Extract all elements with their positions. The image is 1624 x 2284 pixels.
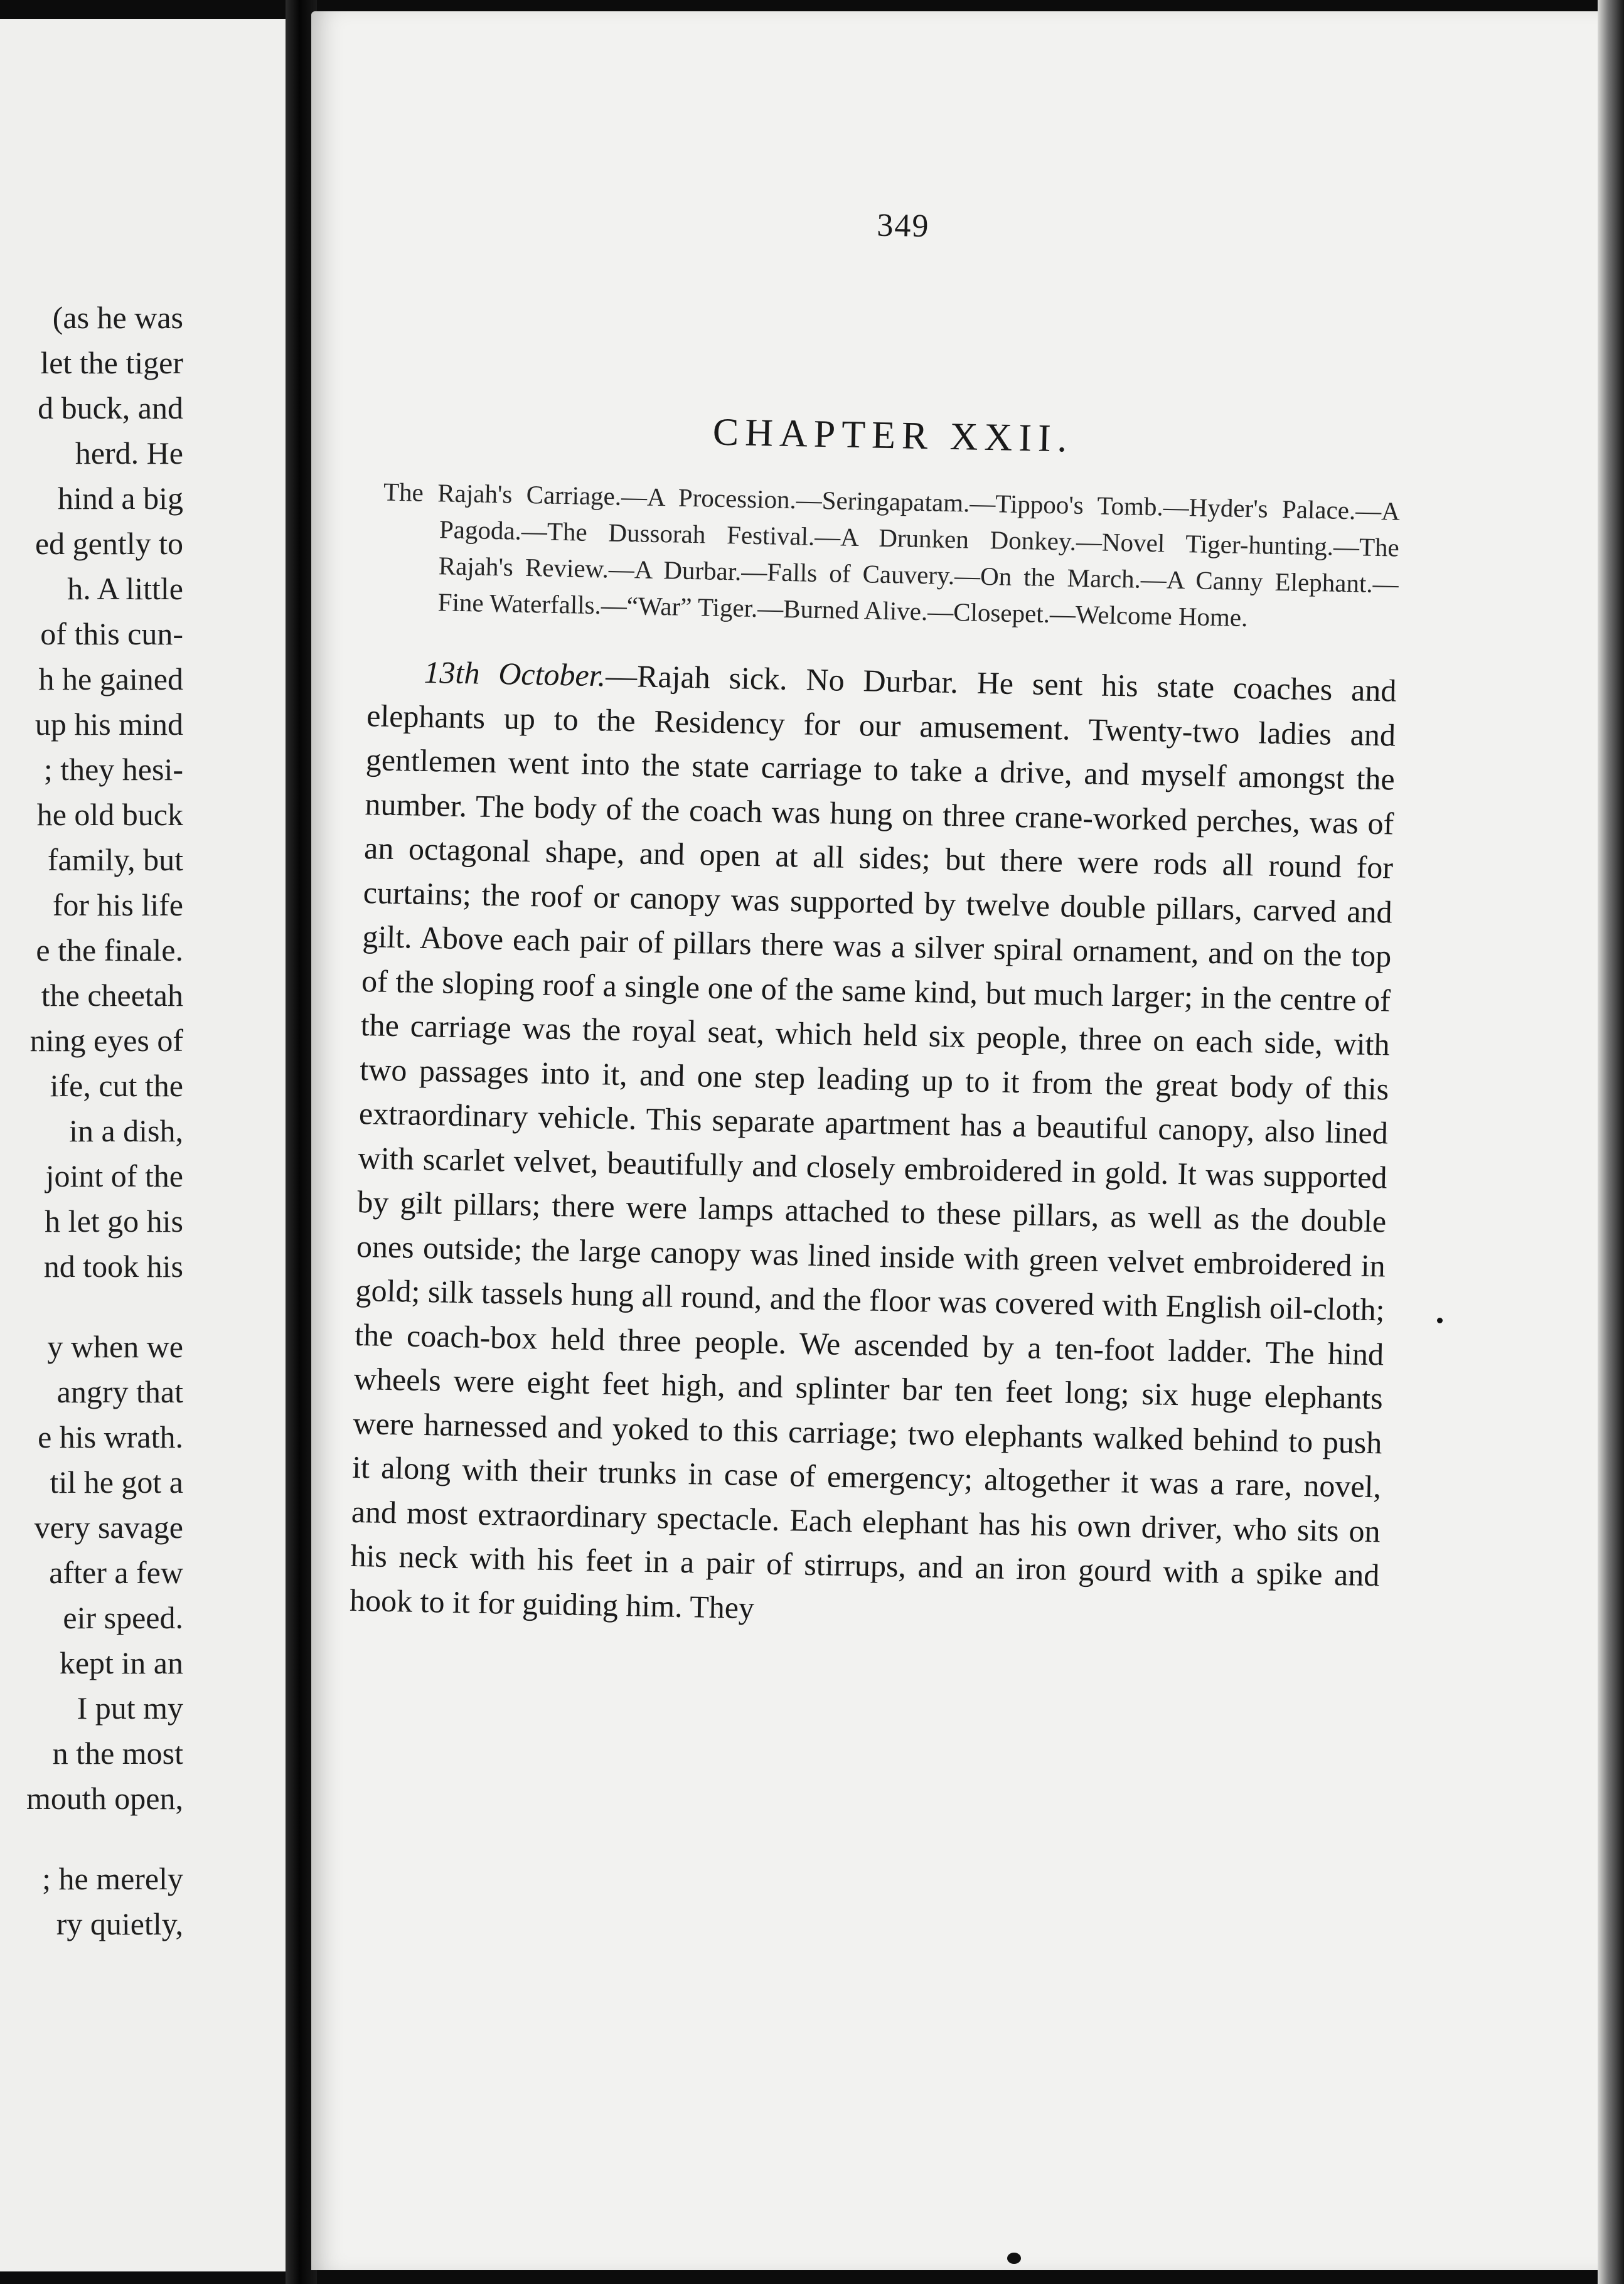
left-page-line: he old buck [36, 797, 183, 832]
date-heading: 13th October. [424, 654, 606, 693]
left-page-line: family, but [47, 842, 183, 877]
left-page-line: h he gained [38, 661, 183, 696]
left-page-line: herd. He [75, 435, 183, 471]
left-page-line: very savage [34, 1510, 183, 1545]
left-page-line: up his mind [35, 707, 183, 742]
left-page-line: the cheetah [41, 978, 183, 1013]
left-page-line: d buck, and [38, 390, 183, 425]
right-page-content [350, 197, 1406, 1641]
chapter-title: CHAPTER XXII. [712, 410, 1074, 461]
left-page-line: kept in an [59, 1645, 183, 1680]
left-page-line: h. A little [67, 571, 183, 606]
left-page-text [0, 295, 183, 1946]
left-page-line: for his life [52, 887, 183, 922]
left-page-line: hind a big [58, 481, 183, 516]
left-page-line: angry that [56, 1374, 183, 1409]
left-page-line: let the tiger [40, 345, 183, 380]
left-page-line [0, 1821, 183, 1856]
left-page-line: ning eyes of [29, 1023, 183, 1058]
page-number: 349 [876, 207, 930, 245]
left-page-line: ; he merely [42, 1861, 183, 1896]
left-page-line: ed gently to [35, 526, 183, 561]
left-page-line: ry quietly, [56, 1906, 183, 1941]
left-page-line: I put my [77, 1690, 183, 1726]
left-page-line [0, 1289, 183, 1324]
left-page-line: til he got a [50, 1465, 183, 1500]
body-text: —Rajah sick. No Durbar. He sent his state coaches and elephants up to the Residency for our amusement. Twenty-two ladies and gentlemen went into the state carriage to take a drive, and myself amongst the number. The body of the coach was hung on three crane-worked perches, was of an octagonal shape, and open at all sides; but there were rods all round for curtains; the roof or canopy was supported by twelve double pillars, carved and gilt. Above each pair of pillars there was a silver spiral ornament, and on the top of the sloping roof a single one of the same kind, but much larger; in the centre of the carriage was the royal seat, which held six people, three on each side, with two passages into it, and one step leading up to it from the great body of this extraordinary vehicle. This separate apartment has a beautiful canopy, also lined with scarlet velvet, beautifully and closely embroidered in gold. It was supported by gilt pillars; there were lamps attached to these pillars, as well as the double ones outside; the large canopy was lined inside with green velvet embroidered in gold; silk tassels hung all round, and the floor was covered with English oil-cloth; the coach-box held three people. We ascended by a ten-foot ladder. The hind wheels were eight feet high, and splinter bar ten feet long; six huge elephants were harnessed and yoked to this carriage; two elephants walked behind to push it along with their trunks in case of emergency; altogether it was a rare, novel, and most extraordinary spectacle. Each elephant has his own driver, who sits on his neck with his feet in a pair of stirrups, and an iron gourd with a spike and hook to it for guiding him. They [349, 658, 1397, 1625]
chapter-synopsis: The Rajah's Carriage.—A Procession.—Seringapatam.—Tippoo's Tomb.—Hyder's Palace.—A Pagoda.—The Dussorah Festival.—A Drunken Donkey.—Novel Tiger-hunting.—The Rajah's Review.—A Durbar.—Falls of Cauvery.—On the March.—A Canny Elephant.—Fine Waterfalls.—“War” Tiger.—Burned Alive.—Closepet.—Welcome Home. [383, 477, 1401, 632]
left-page-line: mouth open, [26, 1781, 183, 1816]
left-page-line: nd took his [43, 1249, 183, 1284]
left-page-line: e the finale. [36, 932, 183, 968]
left-page-line: joint of the [45, 1158, 183, 1193]
left-page-line: eir speed. [63, 1600, 183, 1635]
left-page-line: h let go his [45, 1203, 183, 1239]
left-page-line: in a dish, [69, 1113, 183, 1148]
left-page-line: ; they hesi- [43, 752, 183, 787]
left-page-line: y when we [47, 1329, 183, 1364]
left-page-line: e his wrath. [38, 1419, 183, 1454]
left-page-line: after a few [49, 1555, 183, 1590]
left-page-line: ife, cut the [50, 1068, 183, 1103]
dust-speck [1437, 1318, 1443, 1323]
body-paragraph [350, 649, 1397, 1641]
dust-speck [1007, 2253, 1021, 2264]
left-page [0, 19, 295, 2271]
left-page-line: n the most [52, 1736, 183, 1771]
left-page-line: (as he was [52, 300, 183, 335]
page-edge-shadow [1598, 0, 1624, 2284]
left-page-line: of this cun- [40, 616, 183, 651]
